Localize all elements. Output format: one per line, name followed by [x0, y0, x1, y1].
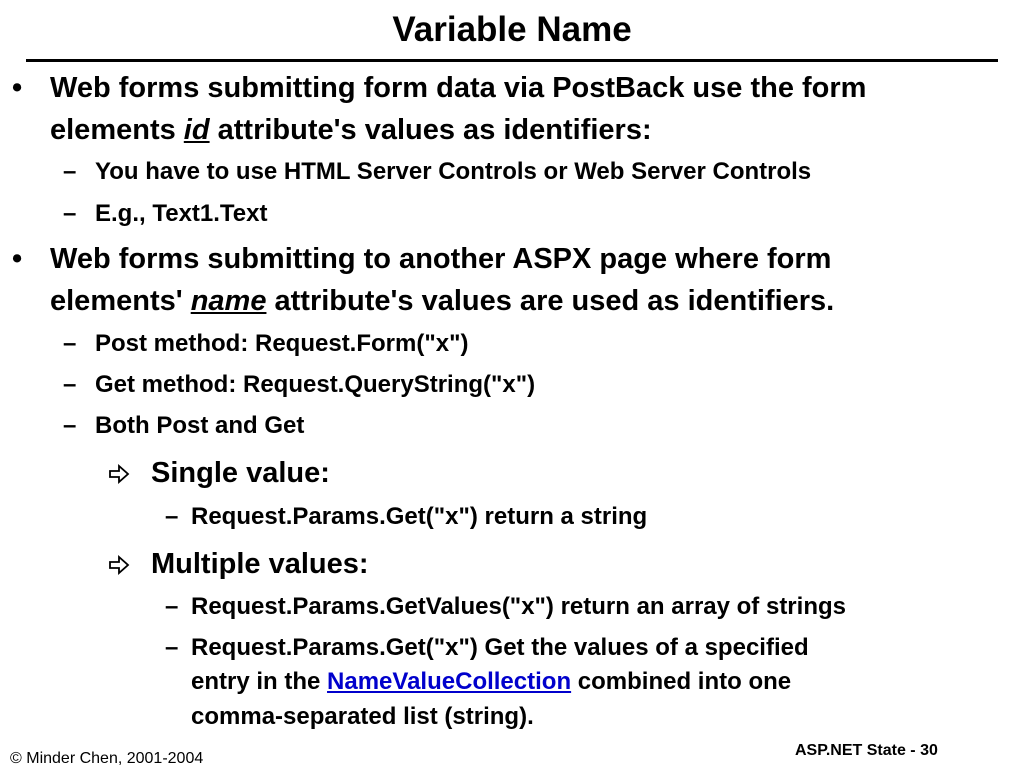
- single-value-item: Request.Params.Get("x") return a string: [191, 503, 648, 530]
- title-divider: [26, 59, 998, 62]
- id-keyword: id: [183, 114, 210, 146]
- multiple-values-item-1: Request.Params.GetValues("x") return an array of strings: [191, 593, 846, 620]
- multiple-values-item-2-line-1: Request.Params.Get("x") Get the values of a specified: [191, 634, 809, 661]
- dash-marker: –: [63, 330, 77, 357]
- dash-marker: –: [63, 200, 77, 227]
- bullet-1-sub-2: E.g., Text1.Text: [95, 200, 268, 227]
- multiple-values-item-2-line-2: entry in the NameValueCollection combined into one: [191, 668, 792, 695]
- bullet-1-line-1: Web forms submitting form data via PostBack use the form: [50, 72, 867, 104]
- slide-title: Variable Name: [392, 10, 632, 49]
- name-keyword: name: [190, 285, 267, 317]
- bullet-2-sub-3: Both Post and Get: [95, 412, 305, 439]
- single-value-heading: Single value:: [151, 457, 330, 489]
- bullet-1-line-2: elements id attribute's values as identifiers:: [50, 114, 652, 146]
- bullet-1-sub-1: You have to use HTML Server Controls or Web Server Controls: [95, 158, 812, 185]
- dash-marker: –: [165, 593, 179, 620]
- multiple-values-item-2-line-3: comma-separated list (string).: [191, 703, 534, 730]
- arrow-right-icon: [108, 554, 130, 576]
- footer-page-number: ASP.NET State - 30: [795, 742, 938, 759]
- dash-marker: –: [165, 503, 179, 530]
- dash-marker: –: [63, 371, 77, 398]
- footer-copyright: © Minder Chen, 2001-2004: [10, 750, 204, 767]
- bullet-2-marker: •: [12, 243, 23, 275]
- bullet-2-sub-2: Get method: Request.QueryString("x"): [95, 371, 536, 398]
- arrow-right-icon: [108, 463, 130, 485]
- bullet-2-line-2: elements' name attribute's values are used as identifiers.: [50, 285, 835, 317]
- bullet-1-marker: •: [12, 72, 23, 104]
- dash-marker: –: [63, 412, 77, 439]
- bullet-2-sub-1: Post method: Request.Form("x"): [95, 330, 469, 357]
- namevaluecollection-link[interactable]: NameValueCollection: [327, 668, 572, 695]
- dash-marker: –: [63, 158, 77, 185]
- bullet-2-line-1: Web forms submitting to another ASPX page where form: [50, 243, 832, 275]
- dash-marker: –: [165, 634, 179, 661]
- multiple-values-heading: Multiple values:: [151, 548, 369, 580]
